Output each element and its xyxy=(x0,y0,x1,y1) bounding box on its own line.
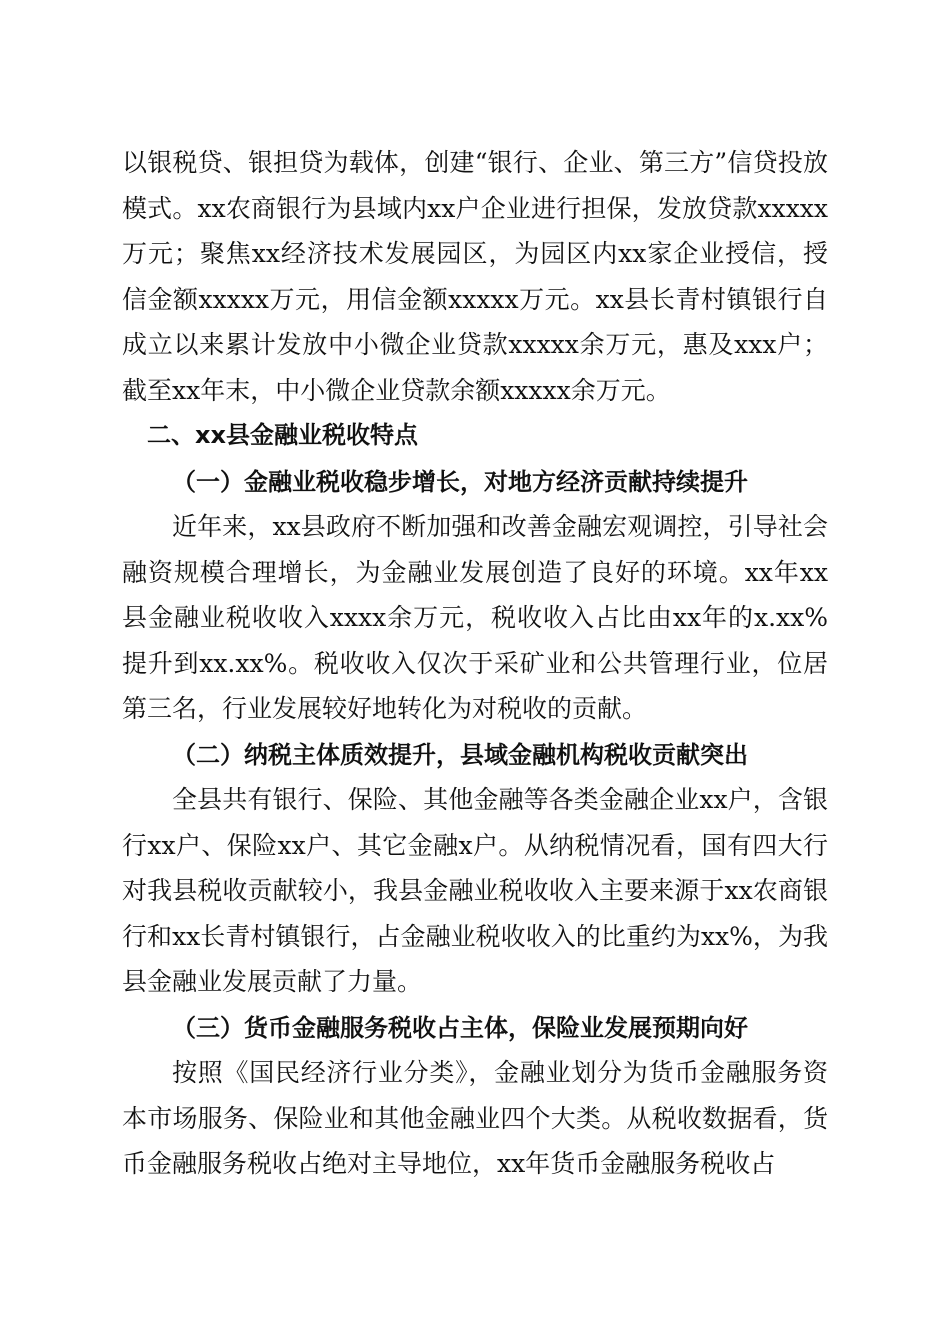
section-heading: 二、xx县金融业税收特点 xyxy=(147,421,418,449)
paragraph-2: 全县共有银行、保险、其他金融等各类金融企业xx户，含银行xx户、保险xx户、其它金融x户。从纳税情况看，国有四大行对我县税收贡献较小，我县金融业税收收入主要来源于xx农商银行和xx长青村镇银行，占金融业税收收入的比重约为xx%，为我县金融业发展贡献了力量。 xyxy=(122,785,828,996)
document-body xyxy=(122,140,828,1187)
subsection-heading-2: （二）纳税主体质效提升，县域金融机构税收贡献突出 xyxy=(172,739,748,769)
paragraph-3: 按照《国民经济行业分类》，金融业划分为货币金融服务资本市场服务、保险业和其他金融业四个大类。从税收数据看，货币金融服务税收占绝对主导地位，xx年货币金融服务税收占 xyxy=(122,1058,828,1178)
subsection-heading-3: （三）货币金融服务税收占主体，保险业发展预期向好 xyxy=(172,1012,748,1042)
paragraph-1: 近年来，xx县政府不断加强和改善金融宏观调控，引导社会融资规模合理增长，为金融业发展创造了良好的环境。xx年xx县金融业税收收入xxxx余万元，税收收入占比由xx年的x.xx%提升到xx.xx%。税收收入仅次于采矿业和公共管理行业，位居第三名，行业发展较好地转化为对税收的贡献。 xyxy=(122,512,828,723)
paragraph-continued: 以银税贷、银担贷为载体，创建“银行、企业、第三方”信贷投放模式。xx农商银行为县域内xx户企业进行担保，发放贷款xxxxx万元；聚焦xx经济技术发展园区，为园区内xx家企业授信，授信金额xxxxx万元，用信金额xxxxx万元。xx县长青村镇银行自成立以来累计发放中小微企业贷款xxxxx余万元，惠及xxx户；截至xx年末，中小微企业贷款余额xxxxx余万元。 xyxy=(122,148,828,405)
subsection-heading-1: （一）金融业税收稳步增长，对地方经济贡献持续提升 xyxy=(172,466,748,496)
